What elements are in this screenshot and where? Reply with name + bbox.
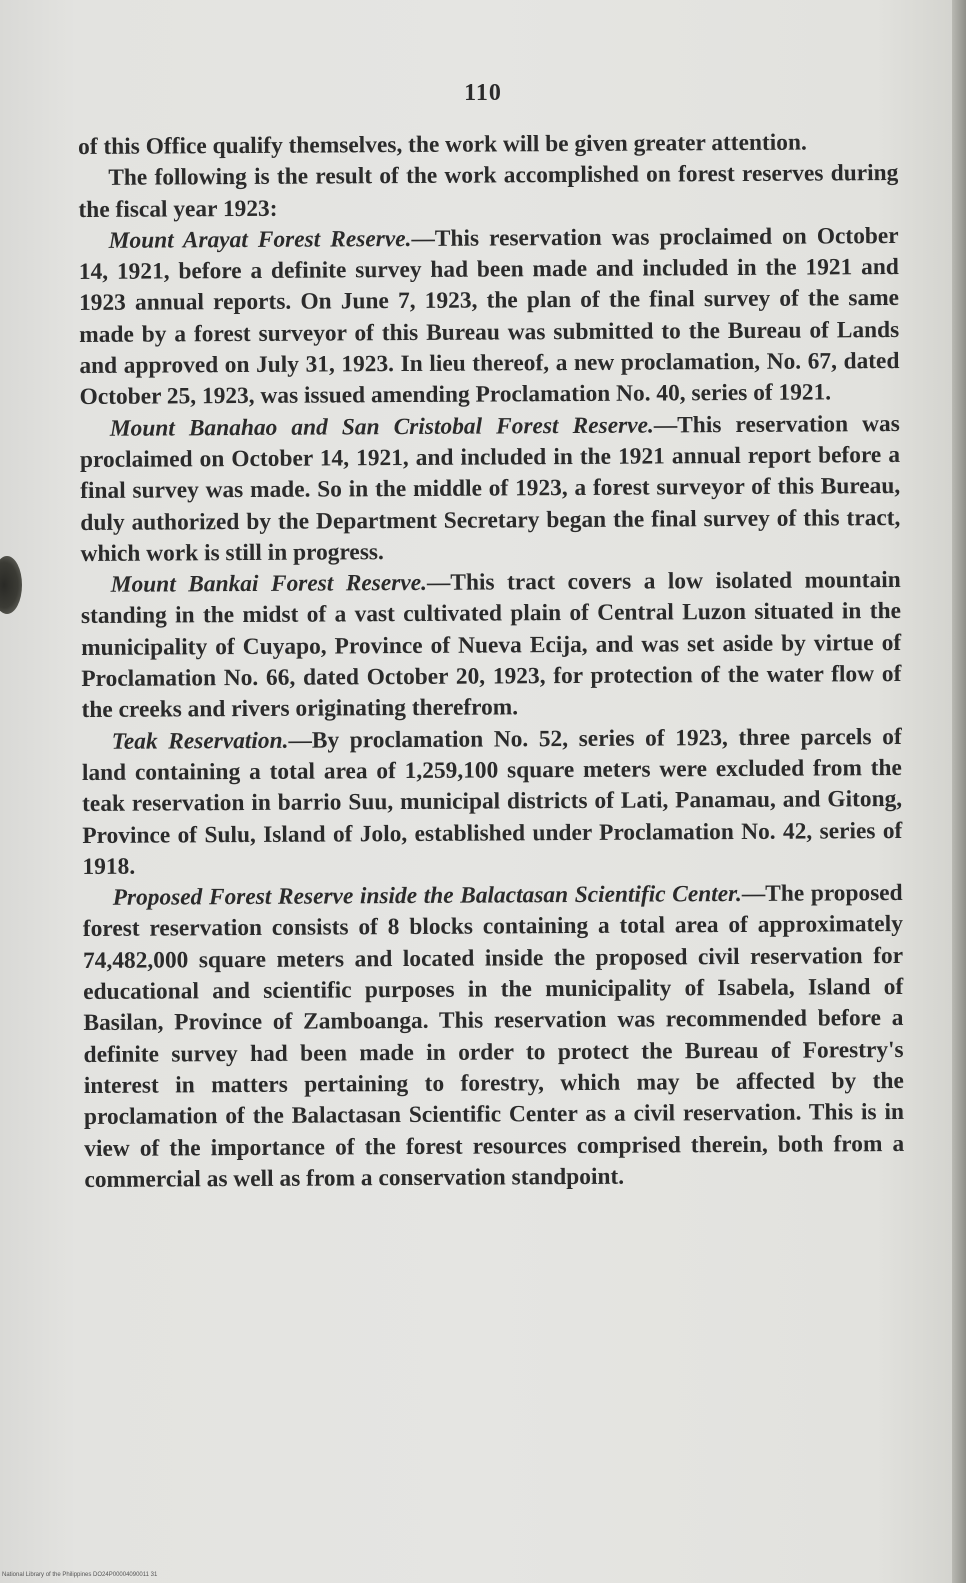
paragraph-text: —The proposed forest reservation consists of 8 blocks containing a total area of approximately 74,482,000 square meters and located inside the proposed civil reservation for educational and scientific purposes in the municipality of Isabela, Island of Basilan, Province of Zamboanga. This reservation was recommended before a definite survey had been made in order to protect the Bureau of Forestry's interest in matters pertaining to forestry, which may be affected by the proclamation of the Balactasan Scientific Center as a civil reservation. This is in view of the importance of the forest resources comprised therein, both from a commercial as well as from a conservation standpoint.	[82, 880, 905, 1193]
paragraph-text: —This reservation was proclaimed on October 14, 1921, before a definite survey had been made and included in the 1921 and 1923 annual reports. On June 7, 1923, the plan of the final survey of the same made by a forest surveyor of this Bureau was submitted to the Bureau of Lands and approved on July 31, 1923. In lieu thereof, a new proclamation, No. 67, dated October 25, 1923, was issued amending Proclamation No. 40, series of 1921.	[78, 222, 900, 411]
section-heading: Proposed Forest Reserve inside the Balactasan Scientific Center.	[112, 881, 742, 911]
archive-stamp: National Library of the Philippines DO24P00004090011 31	[2, 1572, 158, 1578]
paragraph-mount-banahao	[80, 409, 901, 570]
paragraph-intro	[78, 158, 898, 226]
section-heading: Mount Banahao and San Cristobal Forest Reserve.	[109, 412, 654, 442]
section-heading: Mount Arayat Forest Reserve.	[108, 225, 412, 254]
section-heading: Mount Bankai Forest Reserve.	[110, 570, 428, 598]
page-edge-shadow	[952, 0, 966, 1583]
paragraph-mount-bankai	[81, 565, 902, 726]
section-heading: Teak Reservation.	[111, 727, 289, 755]
paragraph-text: of this Office qualify themselves, the work will be given greater attention.	[78, 129, 807, 160]
binding-hole	[0, 556, 22, 614]
paragraph-text: —This tract covers a low isolated mountain standing in the midst of a vast cultivated plain of Central Luzon situated in the municipality of Cuyapo, Province of Nueva Ecija, and was set aside by virtue of Proclamation No. 66, dated October 20, 1923, for protection of the water flow of the creeks and rivers originating therefrom.	[80, 567, 902, 724]
paragraph-text: The following is the result of the work accomplished on forest reserves during the fiscal year 1923:	[78, 160, 899, 223]
page-body	[78, 127, 904, 1196]
paragraph-text: —This reservation was proclaimed on October 14, 1921, and included in the 1921 annual report before a final survey was made. So in the middle of 1923, a forest surveyor of this Bureau, duly authorized by the Department Secretary began the final survey of this tract, which work is still in progress.	[79, 410, 901, 567]
paragraph-text: —By proclamation No. 52, series of 1923, three parcels of land containing a total area of 1,259,100 square meters were excluded from the teak reservation in barrio Suu, municipal districts of Lati, Panamau, and Gitong, Province of Sulu, Island of Jolo, established under Proclamation No. 42, series of 1918.	[81, 723, 903, 880]
paragraph-balactasan	[83, 878, 905, 1196]
paragraph-continuation	[78, 127, 898, 163]
page-number: 110	[464, 80, 502, 106]
paragraph-mount-arayat	[79, 221, 900, 414]
paragraph-teak-reservation	[82, 722, 903, 883]
